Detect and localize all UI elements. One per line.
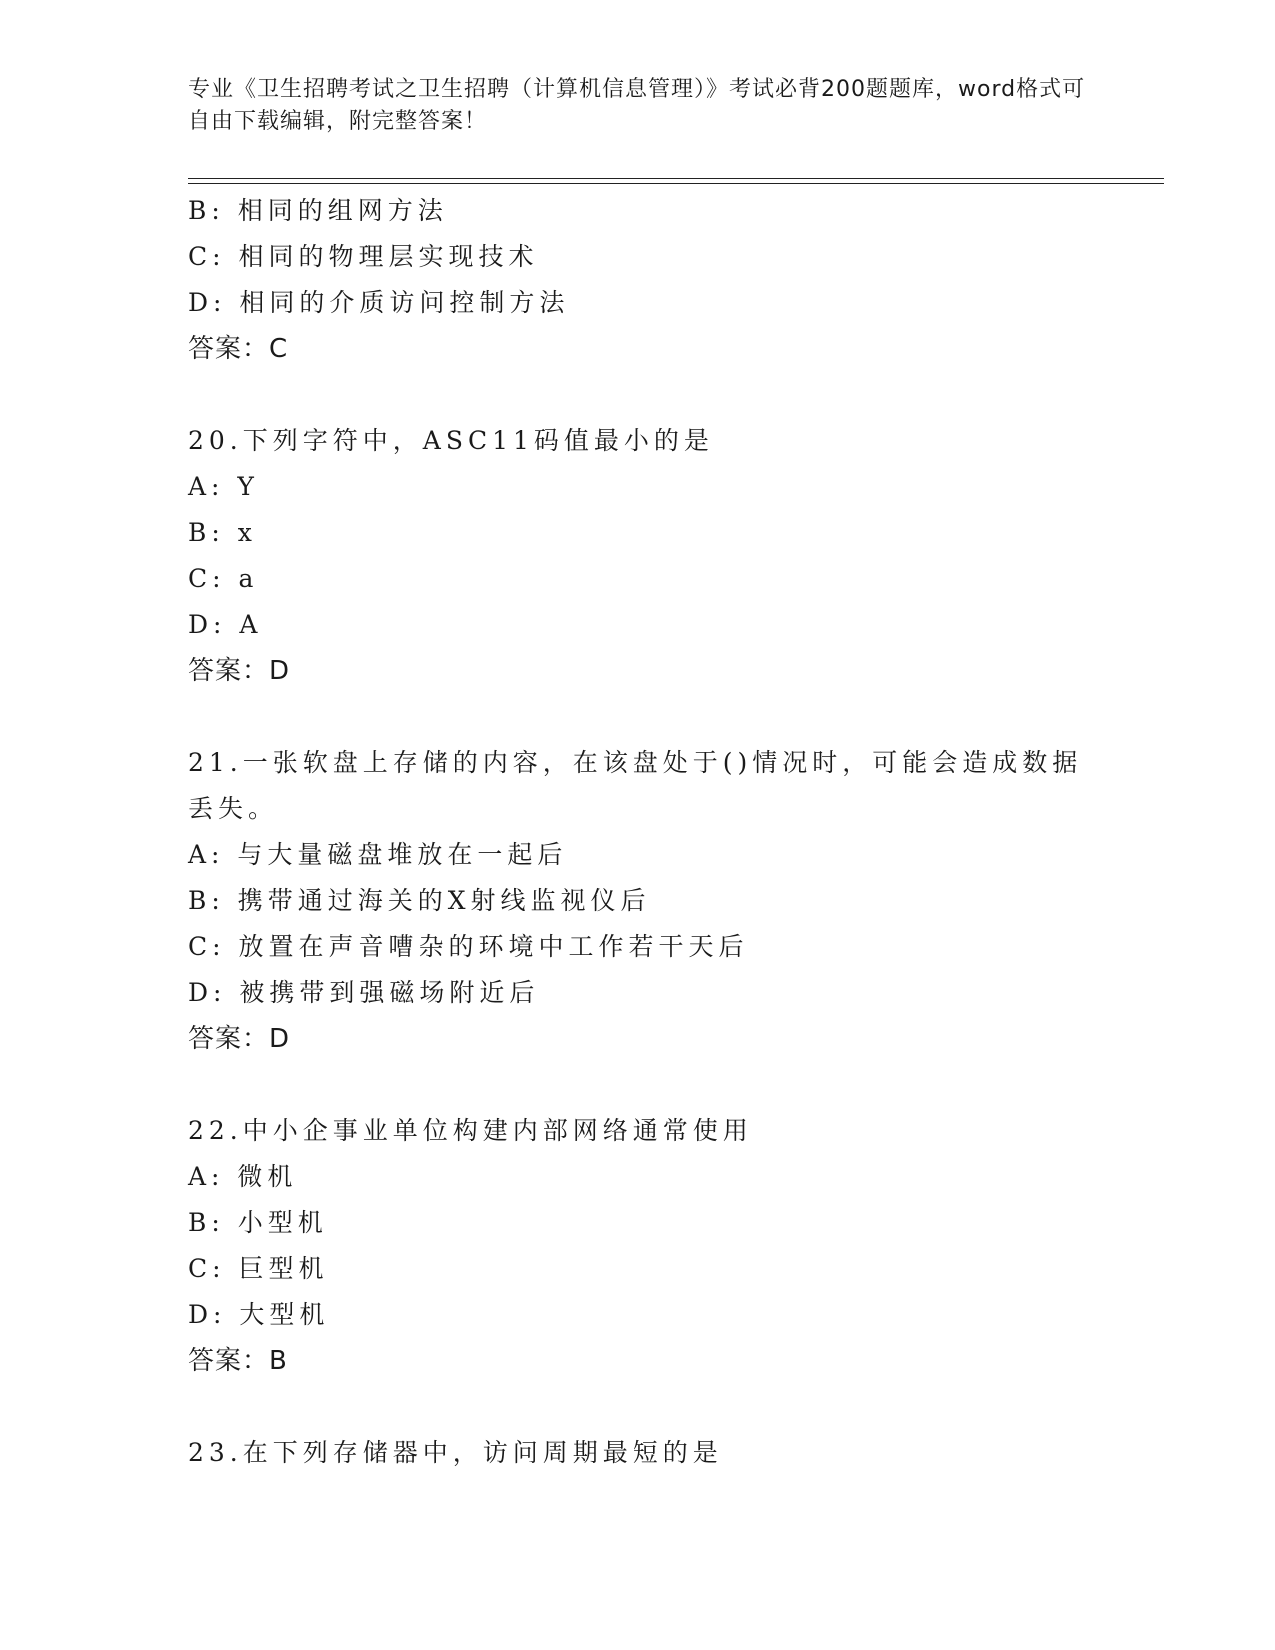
question-23 (188, 1430, 1088, 1476)
option-line: C: 相同的物理层实现技术 (188, 242, 539, 271)
document-header: 专业《卫生招聘考试之卫生招聘（计算机信息管理）》考试必背200题题库，word格式可自由下载编辑，附完整答案！ (188, 77, 1086, 134)
option-line: D: A (188, 610, 263, 639)
option-line: D: 大型机 (188, 1300, 330, 1329)
question-21 (188, 740, 1088, 1062)
option-line: B: x (188, 518, 257, 547)
option-line: D: 被携带到强磁场附近后 (188, 978, 540, 1007)
question-text: 23.在下列存储器中，访问周期最短的是 (188, 1438, 723, 1467)
option-line: B: 小型机 (188, 1208, 328, 1237)
option-line: C: 放置在声音嘈杂的环境中工作若干天后 (188, 932, 749, 961)
option-line: C: 巨型机 (188, 1254, 329, 1283)
question-text: 22.中小企事业单位构建内部网络通常使用 (188, 1116, 753, 1145)
answer-line: 答案：B (188, 1346, 288, 1376)
question-22 (188, 1108, 1088, 1384)
option-line: A: 与大量磁盘堆放在一起后 (188, 840, 568, 869)
header-rule-top (188, 178, 1164, 179)
document-body (188, 188, 1088, 1476)
option-line: B: 相同的组网方法 (188, 196, 448, 225)
question-20 (188, 418, 1088, 694)
answer-line: 答案：D (188, 656, 291, 686)
option-line: C: a (188, 564, 259, 593)
option-line: A: 微机 (188, 1162, 298, 1191)
question-text: 21.一张软盘上存储的内容，在该盘处于()情况时，可能会造成数据丢失。 (188, 748, 1083, 823)
option-line: B: 携带通过海关的X射线监视仪后 (188, 886, 651, 915)
answer-line: 答案：C (188, 334, 289, 364)
answer-line: 答案：D (188, 1024, 291, 1054)
question-text: 20.下列字符中，ASC11码值最小的是 (188, 426, 714, 455)
option-line: A: Y (188, 472, 259, 501)
header-rule-bottom (188, 183, 1164, 184)
option-line: D: 相同的介质访问控制方法 (188, 288, 570, 317)
continued-question (188, 188, 1088, 372)
